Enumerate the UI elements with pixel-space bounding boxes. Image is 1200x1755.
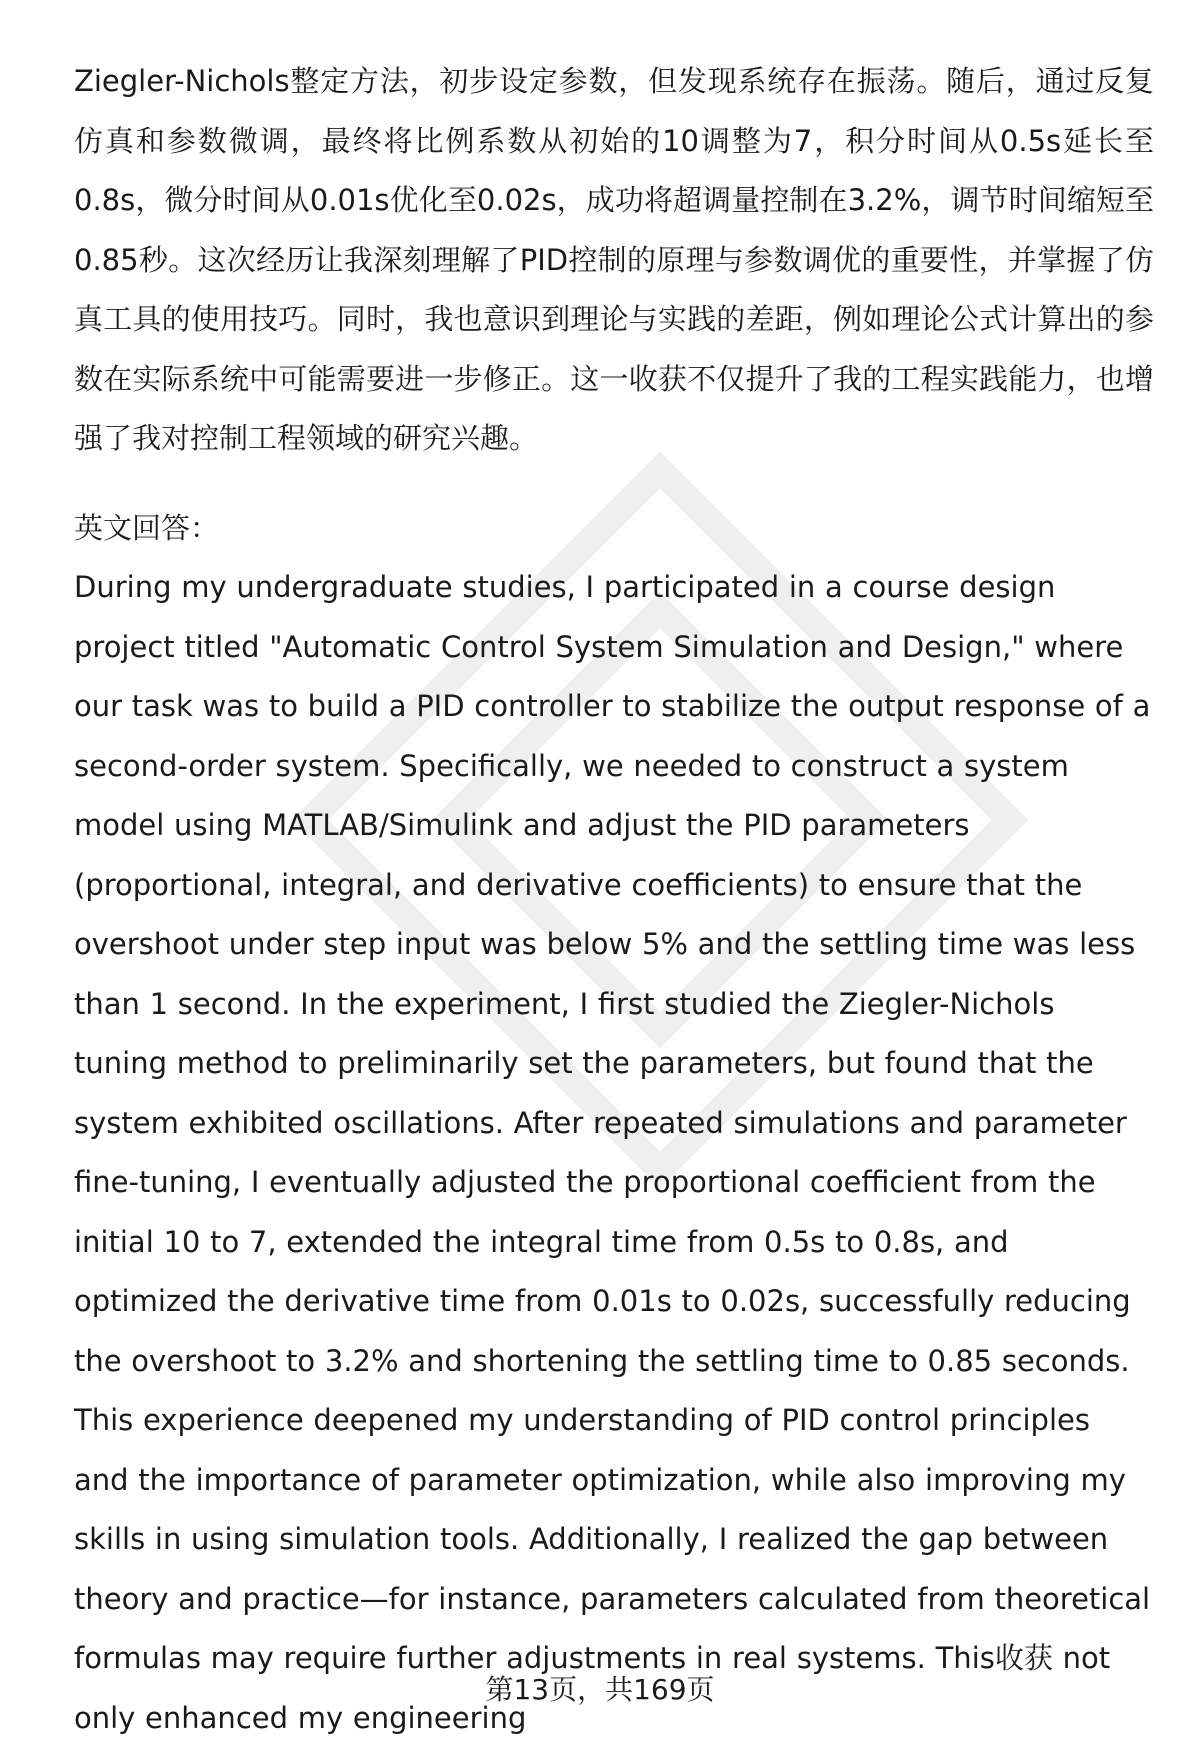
page-footer: 第13页，共169页 xyxy=(485,1673,715,1706)
chinese-paragraph: Ziegler-Nichols整定方法，初步设定参数，但发现系统存在振荡。随后，通过反复仿真和参数微调，最终将比例系数从初始的10调整为7，积分时间从0.5s延长至0.8s，微分时间从0.01s优化至0.02s，成功将超调量控制在3.2%，调节时间缩短至0.85秒。这次经历让我深刻理解了PID控制的原理与参数调优的重要性，并掌握了仿真工具的使用技巧。同时，我也意识到理论与实践的差距，例如理论公式计算出的参数在实际系统中可能需要进一步修正。这一收获不仅提升了我的工程实践能力，也增强了我对控制工程领域的研究兴趣。 xyxy=(74,64,1154,455)
english-answer-label: 英文回答： xyxy=(74,510,220,545)
english-paragraph: During my undergraduate studies, I participated in a course design project titled "Automatic Control System Simulation and Design," where our task was to build a PID controller to stabilize the output response of a second-order system. Specifically, we needed to construct a system model using MATLAB/Simulink and adjust the PID parameters (proportional, integral, and derivative coefficients) to ensure that the overshoot under step input was below 5% and the settling time was less than 1 second. In the experiment, I first studied the Ziegler-Nichols tuning method to preliminarily set the parameters, but found that the system exhibited oscillations. After repeated simulations and parameter fine-tuning, I eventually adjusted the proportional coefficient from the initial 10 to 7, extended the integral time from 0.5s to 0.8s, and optimized the derivative time from 0.01s to 0.02s, successfully reducing the overshoot to 3.2% and shortening the settling time to 0.85 seconds. This experience deepened my understanding of PID control principles and the importance of parameter optimization, while also improving my skills in using simulation tools. Additionally, I realized the gap between theory and practice—for instance, parameters calculated from theoretical formulas may require further adjustments in real systems. This收获 not only enhanced my engineering xyxy=(74,570,1151,1735)
document-body xyxy=(74,52,1154,1748)
